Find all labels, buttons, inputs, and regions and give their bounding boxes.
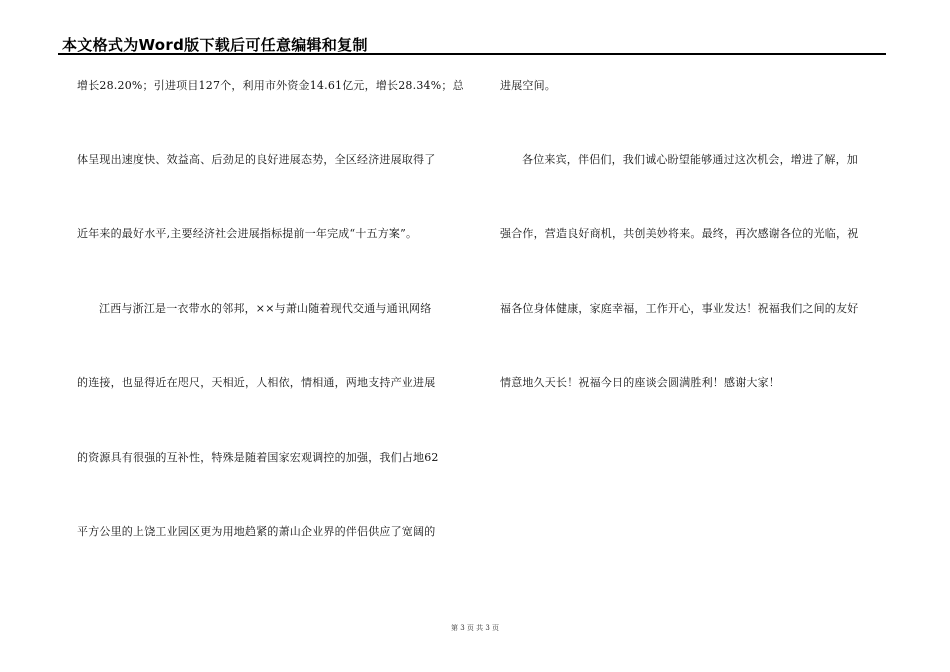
paragraph-line: 进展空间。	[500, 79, 556, 92]
paragraph-line: 体呈现出速度快、效益高、后劲足的良好进展态势，全区经济进展取得了	[77, 153, 436, 166]
paragraph-line: 情意地久天长！祝福今日的座谈会圆满胜利！感谢大家！	[500, 376, 780, 389]
paragraph-line: 增长28.20%；引进项目127个，利用市外资金14.61亿元，增长28.34%；总	[77, 79, 464, 92]
header-divider	[58, 53, 886, 55]
paragraph-line: 各位来宾，伴侣们，我们诚心盼望能够通过这次机会，增进了解，加	[522, 153, 858, 166]
paragraph-line: 福各位身体健康，家庭幸福，工作开心，事业发达！祝福我们之间的友好	[500, 302, 859, 315]
paragraph-line: 的资源具有很强的互补性，特殊是随着国家宏观调控的加强，我们占地62	[77, 451, 439, 464]
paragraph-line: 江西与浙江是一衣带水的邻邦，××与萧山随着现代交通与通讯网络	[99, 302, 432, 315]
document-header-title: 本文格式为Word版下载后可任意编辑和复制	[62, 36, 368, 54]
paragraph-line: 近年来的最好水平,主要经济社会进展指标提前一年完成“十五方案”。	[77, 227, 418, 240]
paragraph-line: 的连接，也显得近在咫尺，天相近，人相依，情相通，两地支持产业进展	[77, 376, 436, 389]
paragraph-line: 强合作，营造良好商机，共创美妙将来。最终，再次感谢各位的光临，祝	[500, 227, 859, 240]
paragraph-line: 平方公里的上饶工业园区更为用地趋紧的萧山企业界的伴侣供应了宽阔的	[77, 525, 436, 538]
page-number-footer: 第 3 页 共 3 页	[450, 624, 500, 632]
